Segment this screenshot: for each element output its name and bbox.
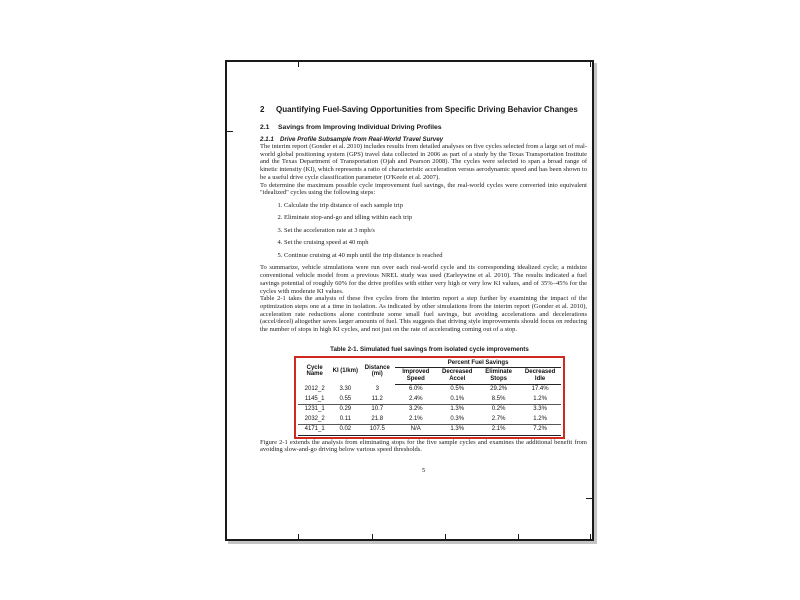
- table-cell: 1145_1: [304, 395, 325, 402]
- border-tick: [298, 62, 299, 67]
- table-cell: 0.2%: [478, 404, 519, 414]
- list-item: 4. Set the cruising speed at 40 mph: [284, 239, 587, 247]
- document-page: [225, 60, 594, 541]
- table-row: [298, 414, 561, 424]
- table-cell: 4171_1: [298, 424, 331, 435]
- table-cell: 6.0%: [408, 386, 423, 393]
- paragraph-figure-reference: Figure 2-1 extends the analysis from eliminating stops for the five sample cycles and examines the additional benefit from avoiding slow-and-go driving below various speed thresholds.: [260, 438, 587, 454]
- border-tick: [590, 534, 591, 539]
- column-header-ki: KI (1/km): [332, 368, 358, 375]
- idealized-cycle-steps-list: [260, 202, 587, 260]
- border-tick: [372, 534, 373, 539]
- page-number: 5: [421, 466, 426, 474]
- table-header: [298, 359, 561, 384]
- column-header-distance: Distance (mi): [364, 364, 390, 378]
- table-cell: 0.11: [339, 415, 351, 422]
- subsubsection-number: 2.1.1: [260, 136, 274, 143]
- table-cell: 3.2%: [395, 404, 436, 414]
- table-body: [298, 384, 561, 435]
- table-cell: 17.4%: [531, 386, 549, 393]
- table-cell: 2032_2: [304, 415, 325, 422]
- table-cell: 2.1%: [478, 424, 519, 435]
- border-tick: [227, 131, 233, 132]
- table-row: [298, 424, 561, 435]
- paragraph-simulation-summary: To summarize, vehicle simulations were run over each real-world cycle and its corresponding idealized cycle; a midsize conventional vehicle model from a previous NREL study was used (Earleywine et al. 2010). The results indicated a fuel savings potential of roughly 60% for the drive profiles with either very high or very low KI values, and of 35%–45% for the cycles with moderate KI values.: [260, 264, 587, 295]
- page-content: [260, 105, 587, 474]
- table-caption: Table 2-1. Simulated fuel savings from isolated cycle improvements: [330, 345, 529, 353]
- table-row: [298, 394, 561, 404]
- subsubsection-title: Drive Profile Subsample from Real-World Travel Survey: [280, 136, 444, 143]
- fuel-savings-table: [298, 359, 561, 436]
- subsection-title: Savings from Improving Individual Driving Profiles: [278, 124, 442, 131]
- paragraph-table-discussion: Table 2-1 takes the analysis of these five cycles from the interim report a step further by examining the impact of the optimization steps one at a time in isolation. As indicated by other simulations from the interim report (Gonder et al. 2010), acceleration rate reductions alone contribute some small fuel savings, but avoiding accelerations and decelerations (accel/decel) altogether saves larger amounts of fuel. This suggests that driving style improvements should focus on reducing the number of stops in high KI cycles, and not just on the rate of accelerating coming out of a stop.: [260, 295, 587, 334]
- table-cell: 0.29: [331, 404, 359, 414]
- table-cell: 3: [375, 385, 379, 392]
- table-cell: 8.5%: [491, 395, 506, 402]
- table-cell: 11.2: [371, 395, 383, 402]
- table-cell: 29.2%: [490, 386, 508, 393]
- paragraph-intro: The interim report (Gonder et al. 2010) includes results from detailed analyses on five cycles selected from a large set of real-world global positioning system (GPS) travel data collected in 2006 as part of a study by the Texas Transportation Institute and the Texas Department of Transportation (Ojah and Pearson 2008). The cycles were selected to span a broad range of kinetic intensity (KI), which represents a ratio of characteristic acceleration versus aerodynamic speed and has been shown to be a useful drive cycle classification parameter (O'Keefe et al. 2007).: [260, 143, 587, 181]
- table-cell: 107.5: [359, 424, 395, 435]
- table-cell: 2012_2: [304, 385, 325, 392]
- subsection-heading: [260, 124, 587, 132]
- column-header-eliminate-stops: Eliminate Stops: [478, 368, 519, 384]
- border-tick: [518, 534, 519, 539]
- list-item: 1. Calculate the trip distance of each sample trip: [284, 202, 587, 210]
- table-cell: 7.2%: [519, 424, 561, 435]
- table-cell: 21.8: [371, 415, 384, 422]
- table-cell: 1.2%: [533, 395, 547, 402]
- table-cell: 0.3%: [450, 415, 465, 422]
- column-header-improved-speed: Improved Speed: [395, 368, 436, 384]
- table-cell: 0.55: [339, 395, 352, 402]
- border-tick: [586, 498, 592, 499]
- column-group-header-percent-fuel-savings: Percent Fuel Savings: [395, 359, 561, 368]
- table-cell: 3.30: [339, 385, 352, 392]
- section-number: 2: [260, 105, 265, 114]
- section-title: Quantifying Fuel-Saving Opportunities from Specific Driving Behavior Changes: [276, 105, 578, 114]
- border-tick: [590, 62, 591, 67]
- table-cell: 2.1%: [408, 415, 423, 422]
- table-cell: N/A: [395, 424, 436, 435]
- column-header-decreased-accel: Decreased Accel: [436, 368, 478, 384]
- table-row: [298, 404, 561, 414]
- border-tick: [445, 534, 446, 539]
- list-item: 2. Eliminate stop-and-go and idling within each trip: [284, 214, 587, 222]
- table-cell: 10.7: [359, 404, 395, 414]
- table-cell: 0.02: [331, 424, 359, 435]
- table-cell: 2.4%: [408, 395, 423, 402]
- table-cell: 1.3%: [436, 404, 478, 414]
- border-tick: [298, 534, 299, 539]
- table-cell: 2.7%: [491, 415, 506, 422]
- table-cell: 0.5%: [450, 386, 465, 393]
- table-cell: 1231_1: [298, 404, 331, 414]
- table-highlight-box: [294, 356, 565, 439]
- column-header-cycle-name: Cycle Name: [306, 364, 323, 378]
- table-cell: 0.1%: [450, 395, 465, 402]
- subsubsection-heading: [260, 136, 587, 143]
- column-header-decreased-idle: Decreased Idle: [519, 368, 561, 384]
- list-item: 3. Set the acceleration rate at 3 mph/s: [284, 227, 587, 235]
- paragraph-idealized-cycles: To determine the maximum possible cycle improvement fuel savings, the real-world cycles were converted into equivalent "idealized" cycles using the following steps:: [260, 181, 587, 197]
- list-item: 5. Continue cruising at 40 mph until the trip distance is reached: [284, 252, 587, 260]
- table-cell: 3.3%: [519, 404, 561, 414]
- table-row: [298, 384, 561, 394]
- subsection-number: 2.1: [260, 124, 270, 131]
- table-cell: 1.2%: [533, 415, 547, 422]
- table-cell: 1.3%: [436, 424, 478, 435]
- section-heading: [260, 105, 587, 115]
